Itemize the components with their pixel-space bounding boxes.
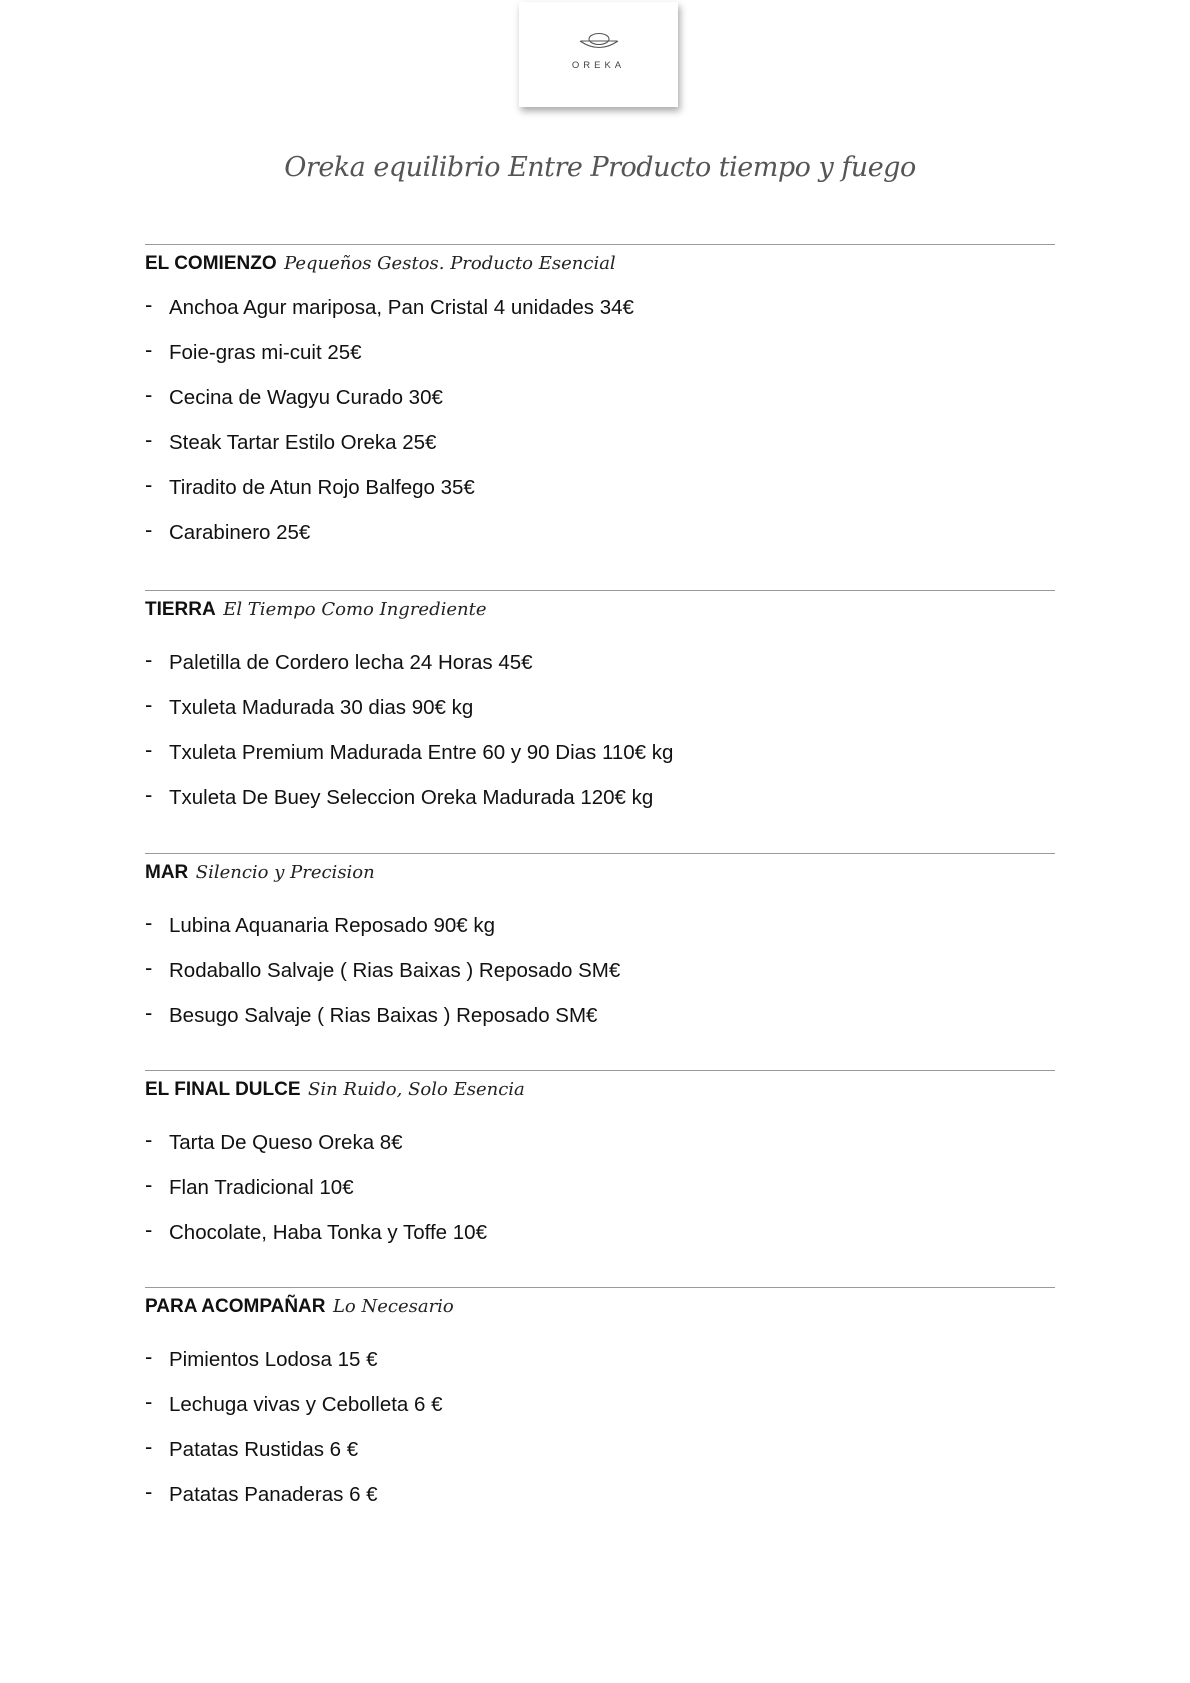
menu-item-text: Tarta De Queso Oreka 8€ — [169, 1131, 403, 1154]
menu-item-text: Steak Tartar Estilo Oreka 25€ — [169, 431, 437, 454]
section-divider — [145, 590, 1055, 591]
menu-item-text: Anchoa Agur mariposa, Pan Cristal 4 unidades 34€ — [169, 296, 634, 319]
bullet-dash: - — [145, 1434, 153, 1459]
bullet-dash: - — [145, 1389, 153, 1414]
section-subtitle: Pequeños Gestos. Producto Esencial — [284, 253, 616, 274]
menu-item-text: Pimientos Lodosa 15 € — [169, 1348, 378, 1371]
section-subtitle: Lo Necesario — [332, 1296, 454, 1317]
menu-item-text: Patatas Panaderas 6 € — [169, 1483, 378, 1506]
menu-item-text: Lechuga vivas y Cebolleta 6 € — [169, 1393, 443, 1416]
section-divider — [145, 853, 1055, 854]
bullet-dash: - — [145, 782, 153, 807]
menu-section-mar — [145, 853, 1055, 1033]
menu-item-text: Paletilla de Cordero lecha 24 Horas 45€ — [169, 651, 533, 674]
section-divider — [145, 244, 1055, 245]
section-title: TIERRA — [145, 599, 216, 620]
menu-item-text: Txuleta De Buey Seleccion Oreka Madurada 120€ kg — [169, 786, 654, 809]
section-subtitle: Silencio y Precision — [195, 862, 375, 883]
section-heading — [145, 1296, 454, 1318]
section-title: EL FINAL DULCE — [145, 1079, 301, 1100]
bullet-dash: - — [145, 647, 153, 672]
menu-item-text: Txuleta Madurada 30 dias 90€ kg — [169, 696, 474, 719]
menu-item-text: Besugo Salvaje ( Rias Baixas ) Reposado SM€ — [169, 1004, 598, 1027]
page-tagline: Oreka equilibrio Entre Producto tiempo y fuego — [284, 152, 916, 183]
menu-item-text: Chocolate, Haba Tonka y Toffe 10€ — [169, 1221, 487, 1244]
bullet-dash: - — [145, 910, 153, 935]
menu-item-text: Patatas Rustidas 6 € — [169, 1438, 359, 1461]
bullet-dash: - — [145, 337, 153, 362]
bullet-dash: - — [145, 292, 153, 317]
bullet-dash: - — [145, 1344, 153, 1369]
bullet-dash: - — [145, 1172, 153, 1197]
menu-item-text: Rodaballo Salvaje ( Rias Baixas ) Reposado SM€ — [169, 959, 621, 982]
bowl-logo-icon — [578, 30, 620, 54]
section-heading — [145, 1079, 525, 1101]
bullet-dash: - — [145, 737, 153, 762]
section-divider — [145, 1287, 1055, 1288]
bullet-dash: - — [145, 382, 153, 407]
menu-item-text: Tiradito de Atun Rojo Balfego 35€ — [169, 476, 475, 499]
section-heading — [145, 862, 375, 884]
section-heading — [145, 253, 616, 275]
menu-item-text: Cecina de Wagyu Curado 30€ — [169, 386, 443, 409]
bullet-dash: - — [145, 472, 153, 497]
bullet-dash: - — [145, 517, 153, 542]
section-title: MAR — [145, 862, 189, 883]
logo-text: OREKA — [571, 60, 626, 71]
menu-section-para-acompanar — [145, 1287, 1055, 1517]
section-divider — [145, 1070, 1055, 1071]
menu-item-text: Carabinero 25€ — [169, 521, 311, 544]
menu-item-text: Flan Tradicional 10€ — [169, 1176, 354, 1199]
section-subtitle: El Tiempo Como Ingrediente — [223, 599, 487, 620]
bullet-dash: - — [145, 1479, 153, 1504]
menu-section-el-final-dulce — [145, 1070, 1055, 1250]
section-title: PARA ACOMPAÑAR — [145, 1296, 326, 1317]
section-heading — [145, 599, 487, 621]
bullet-dash: - — [145, 1217, 153, 1242]
menu-item-text: Foie-gras mi-cuit 25€ — [169, 341, 362, 364]
bullet-dash: - — [145, 427, 153, 452]
bullet-dash: - — [145, 692, 153, 717]
section-subtitle: Sin Ruido, Solo Esencia — [307, 1079, 525, 1100]
section-title: EL COMIENZO — [145, 253, 277, 274]
menu-section-el-comienzo — [145, 244, 1055, 544]
menu-section-tierra — [145, 590, 1055, 820]
bullet-dash: - — [145, 955, 153, 980]
bullet-dash: - — [145, 1000, 153, 1025]
logo-card — [519, 2, 678, 107]
bullet-dash: - — [145, 1127, 153, 1152]
menu-item-text: Txuleta Premium Madurada Entre 60 y 90 Dias 110€ kg — [169, 741, 674, 764]
menu-item-text: Lubina Aquanaria Reposado 90€ kg — [169, 914, 495, 937]
